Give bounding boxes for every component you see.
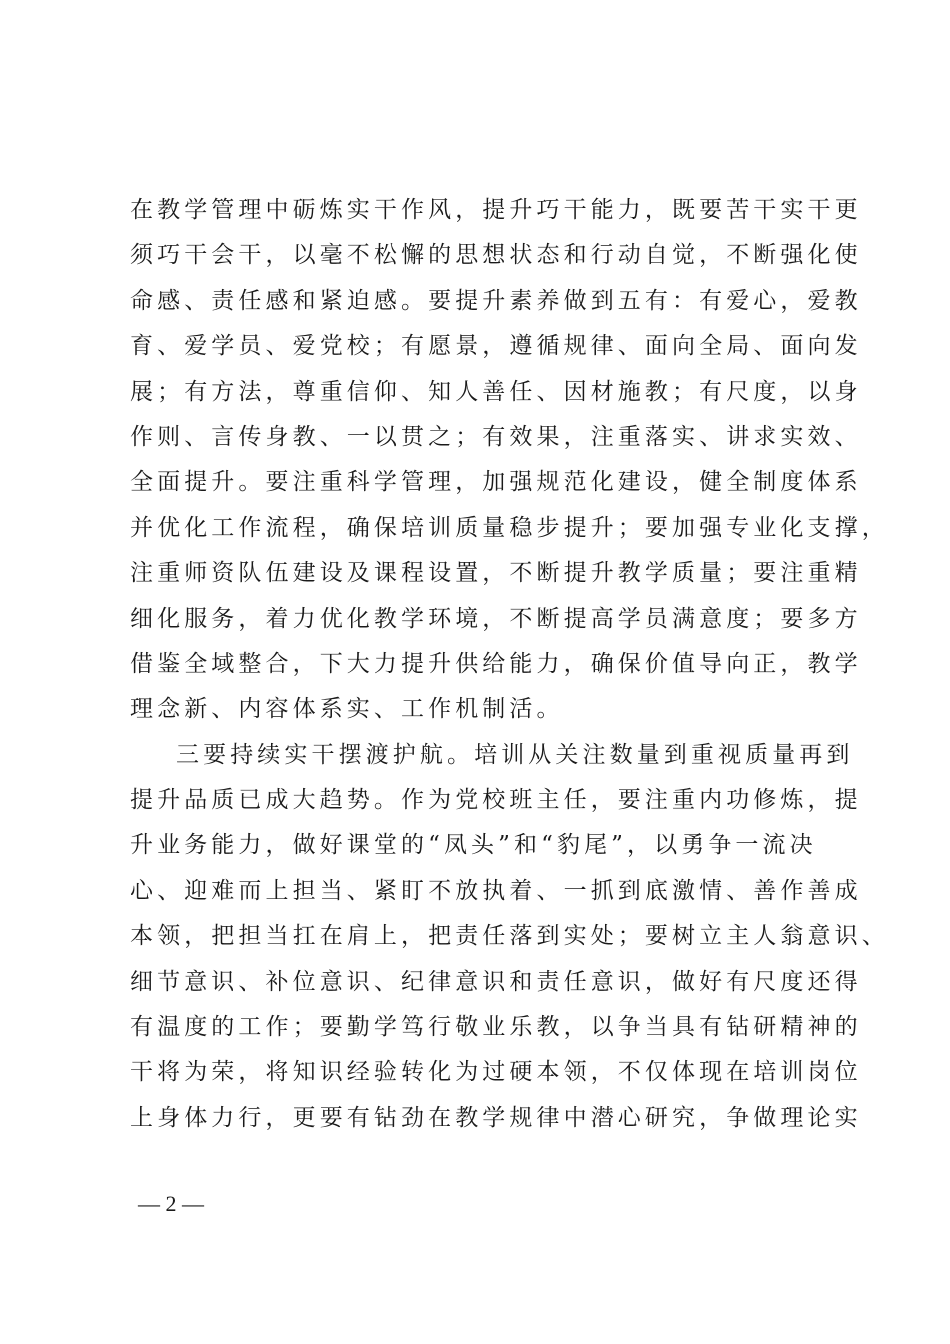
text-line: 须巧干会干，以毫不松懈的思想状态和行动自觉，不断强化使 (130, 242, 862, 269)
text-line: 全面提升。要注重科学管理，加强规范化建设，健全制度体系 (130, 469, 862, 496)
text-line: 上身体力行，更要有钻劲在教学规律中潜心研究，争做理论实 (130, 1104, 862, 1131)
paragraph-start-line: 三要持续实干摆渡护航。培训从关注数量到重视质量再到 (176, 741, 854, 768)
text-line: 心、迎难而上担当、紧盯不放执着、一抓到底激情、善作善成 (130, 877, 862, 904)
text-line: 借鉴全域整合，下大力提升供给能力，确保价值导向正，教学 (130, 650, 862, 677)
text-line: 干将为荣，将知识经验转化为过硬本领，不仅体现在培训岗位 (130, 1059, 862, 1086)
text-line: 理念新、内容体系实、工作机制活。 (130, 696, 564, 723)
text-line: 在教学管理中砺炼实干作风，提升巧干能力，既要苦干实干更 (130, 197, 862, 223)
text-line: 升业务能力，做好课堂的“凤头”和“豹尾”，以勇争一流决 (130, 832, 817, 859)
text-line: 注重师资队伍建设及课程设置，不断提升教学质量；要注重精 (130, 560, 862, 587)
body-text (130, 188, 889, 1141)
text-line: 细化服务，着力优化教学环境，不断提高学员满意度；要多方 (130, 605, 862, 632)
text-line: 细节意识、补位意识、纪律意识和责任意识，做好有尺度还得 (130, 968, 862, 995)
text-line: 有温度的工作；要勤学笃行敬业乐教，以争当具有钻研精神的 (130, 1014, 862, 1041)
text-line: 命感、责任感和紧迫感。要提升素养做到五有：有爱心，爱教 (130, 287, 862, 314)
text-line: 育、爱学员、爱党校；有愿景，遵循规律、面向全局、面向发 (130, 333, 862, 360)
text-line: 展；有方法，尊重信仰、知人善任、因材施教；有尺度，以身 (130, 378, 862, 405)
text-line: 作则、言传身教、一以贯之；有效果，注重落实、讲求实效、 (130, 423, 862, 450)
text-line: 本领，把担当扛在肩上，把责任落到实处；要树立主人翁意识、 (130, 923, 889, 950)
text-line: 并优化工作流程，确保培训质量稳步提升；要加强专业化支撑， (130, 514, 889, 541)
page-number: — 2 — (138, 1191, 204, 1216)
text-line: 提升品质已成大趋势。作为党校班主任，要注重内功修炼，提 (130, 787, 862, 814)
